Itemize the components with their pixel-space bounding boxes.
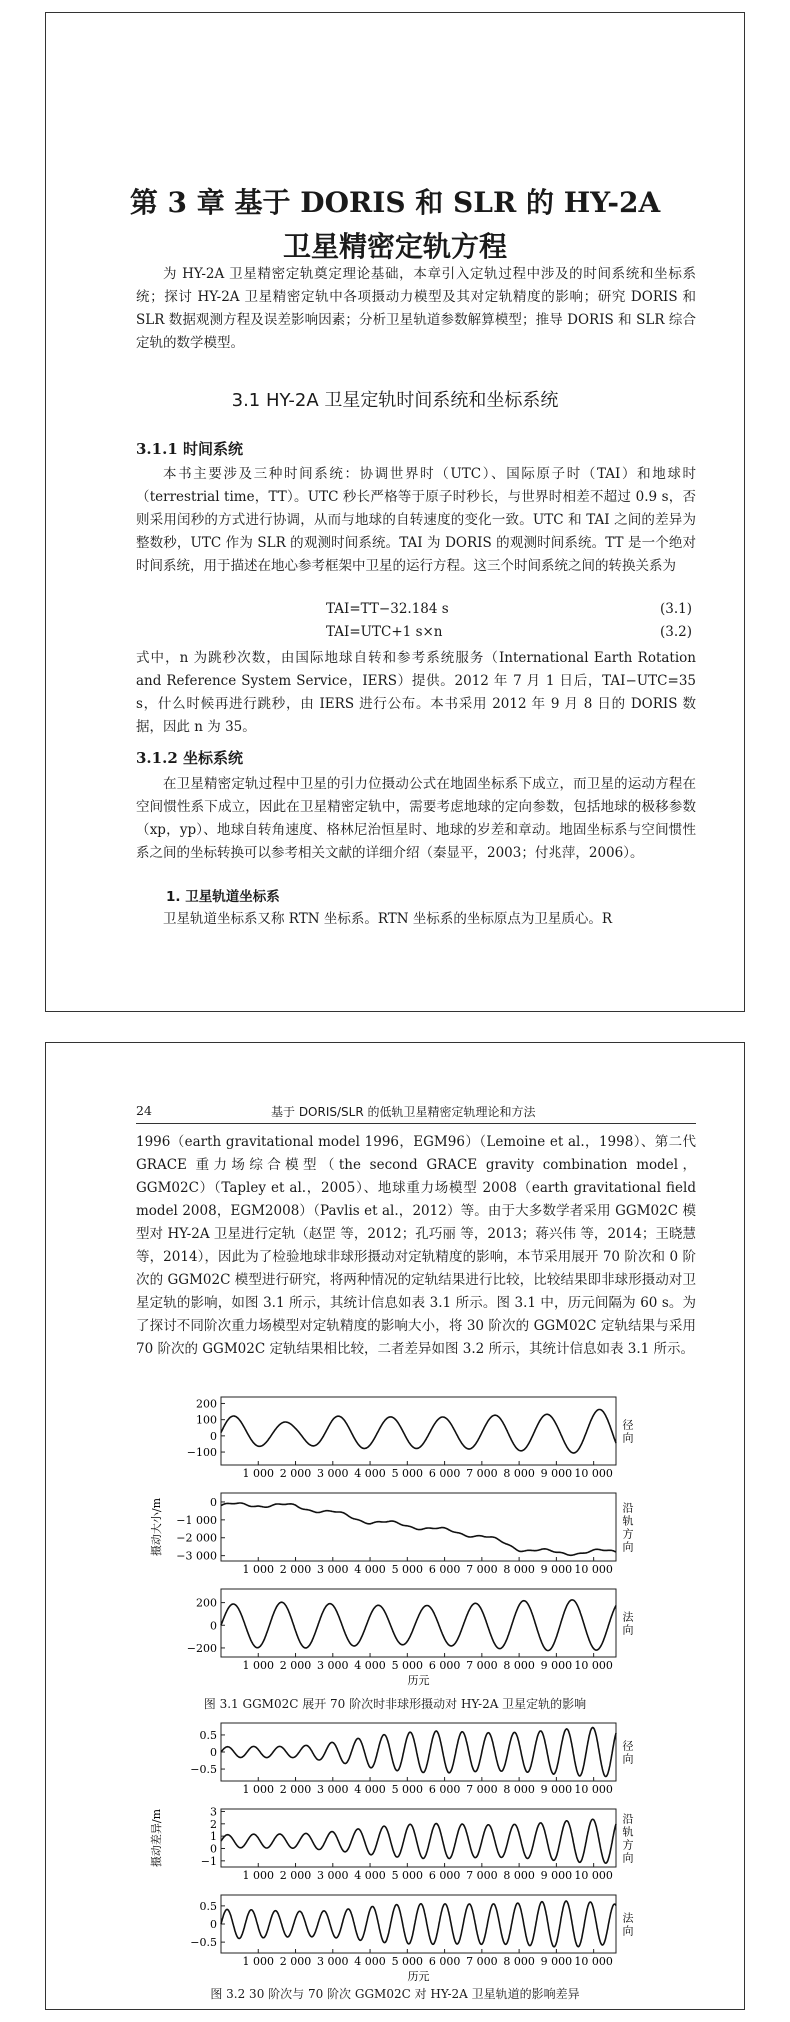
fig2-panel-2-ytick-label: −1 xyxy=(200,1854,217,1868)
fig1-panel-1-label-char: 径 xyxy=(622,1418,634,1432)
fig2-panel-3-xtick-label: 1 000 xyxy=(242,1955,275,1968)
page-1 xyxy=(45,12,745,1012)
fig1-panel-1-xtick-label: 8 000 xyxy=(503,1467,535,1480)
figure-3-1-chart xyxy=(146,1389,686,1694)
fig1-series-2 xyxy=(221,1503,616,1555)
fig1-panel-3-xtick-label: 10 000 xyxy=(574,1659,613,1672)
fig1-panel-1-xtick-label: 10 000 xyxy=(574,1467,613,1480)
fig1-panel-2-frame xyxy=(221,1493,616,1561)
fig1-panel-3-xtick-label: 6 000 xyxy=(428,1659,461,1672)
fig1-panel-2-xtick-label: 10 000 xyxy=(574,1563,613,1576)
fig1-panel-1-ytick-label: 200 xyxy=(196,1397,217,1411)
page-2 xyxy=(45,1042,745,2010)
fig2-panel-2-label-char: 轨 xyxy=(622,1825,634,1839)
fig1-panel-1 xyxy=(187,1397,634,1480)
fig2-panel-2-xtick-label: 7 000 xyxy=(466,1869,498,1882)
fig2-panel-3-xtick-label: 7 000 xyxy=(466,1955,498,1968)
fig1-panel-3-xtick-label: 8 000 xyxy=(503,1659,535,1672)
fig1-panel-1-xtick-label: 1 000 xyxy=(242,1467,275,1480)
fig1-panel-2-xtick-label: 3 000 xyxy=(317,1563,349,1576)
fig1-panel-1-xtick-label: 2 000 xyxy=(279,1467,312,1480)
fig1-panel-2-label-char: 沿 xyxy=(622,1501,634,1515)
orbit-coordinate-paragraph: 卫星轨道坐标系又称 RTN 坐标系。RTN 坐标系的坐标原点为卫星质心。R xyxy=(163,911,613,927)
fig2-panel-3 xyxy=(190,1895,634,1968)
fig2-series-2 xyxy=(221,1819,616,1863)
fig1-series-1 xyxy=(221,1410,616,1454)
fig1-panel-3-ytick-label: 200 xyxy=(196,1596,217,1610)
fig1-panel-3-ytick-label: 0 xyxy=(210,1619,217,1633)
fig2-panel-1-ytick-label: 0.5 xyxy=(199,1728,217,1742)
fig1-panel-2-ytick-label: −1 000 xyxy=(176,1513,217,1527)
fig2-panel-2 xyxy=(201,1805,634,1882)
fig1-series-3 xyxy=(221,1600,616,1651)
fig2-panel-1-ytick-label: −0.5 xyxy=(190,1763,217,1777)
fig2-panel-1-label-char: 径 xyxy=(622,1739,634,1753)
fig1-panel-2-xtick-label: 1 000 xyxy=(242,1563,275,1576)
fig1-panel-3-xtick-label: 9 000 xyxy=(540,1659,573,1672)
fig2-panel-1-xtick-label: 6 000 xyxy=(428,1783,461,1796)
fig1-panel-3 xyxy=(187,1589,635,1672)
fig2-panel-3-ytick-label: 0.5 xyxy=(199,1899,217,1913)
fig1-panel-1-xtick-label: 6 000 xyxy=(428,1467,461,1480)
fig2-panel-2-ytick-label: 2 xyxy=(210,1817,217,1831)
fig2-panel-3-xtick-label: 8 000 xyxy=(503,1955,535,1968)
fig1-panel-1-xtick-label: 9 000 xyxy=(540,1467,573,1480)
fig1-panel-2-xtick-label: 6 000 xyxy=(428,1563,461,1576)
fig1-panel-1-xtick-label: 3 000 xyxy=(317,1467,349,1480)
fig2-panel-3-xtick-label: 5 000 xyxy=(391,1955,424,1968)
fig2-panel-2-xtick-label: 4 000 xyxy=(354,1869,386,1882)
fig2-panel-2-xtick-label: 2 000 xyxy=(279,1869,312,1882)
fig2-panel-2-xtick-label: 9 000 xyxy=(540,1869,573,1882)
fig2-panel-1-xtick-label: 9 000 xyxy=(540,1783,573,1796)
running-head-title: 基于 DORIS/SLR 的低轨卫星精密定轨理论和方法 xyxy=(271,1105,536,1119)
fig1-panel-1-ytick-label: 0 xyxy=(210,1429,217,1443)
fig2-panel-2-xtick-label: 8 000 xyxy=(503,1869,535,1882)
fig1-panel-2-xtick-label: 2 000 xyxy=(279,1563,312,1576)
fig2-panel-2-label-char: 向 xyxy=(622,1851,634,1865)
figure-3-1-caption: 图 3.1 GGM02C 展开 70 阶次时非球形摄动对 HY-2A 卫星定轨的影响 xyxy=(203,1697,587,1711)
fig1-panel-3-xtick-label: 7 000 xyxy=(466,1659,498,1672)
fig1-panel-2-label-char: 轨 xyxy=(622,1514,634,1528)
fig1-panel-1-xtick-label: 5 000 xyxy=(391,1467,424,1480)
fig2-panel-2-ytick-label: 0 xyxy=(210,1842,217,1856)
chapter-title xyxy=(46,181,744,269)
fig1-panel-1-xtick-label: 7 000 xyxy=(466,1467,498,1480)
fig1-panel-3-frame xyxy=(221,1589,616,1657)
fig1-panel-3-xtick-label: 4 000 xyxy=(354,1659,386,1672)
fig1-panel-1-ytick-label: 100 xyxy=(196,1413,217,1427)
running-header xyxy=(136,1101,696,1124)
fig2-panel-1-xtick-label: 5 000 xyxy=(391,1783,424,1796)
fig1-panel-2 xyxy=(176,1493,633,1576)
fig2-series-1 xyxy=(221,1728,616,1777)
fig1-panel-2-xtick-label: 8 000 xyxy=(503,1563,535,1576)
fig1-panel-1-frame xyxy=(221,1397,616,1465)
fig2-panel-3-label-char: 向 xyxy=(622,1924,634,1938)
fig2-xlabel: 历元 xyxy=(407,1970,430,1983)
fig2-panel-1-ytick-label: 0 xyxy=(210,1746,217,1759)
fig2-panel-2-label-char: 方 xyxy=(622,1838,634,1852)
fig2-panel-3-xtick-label: 3 000 xyxy=(317,1955,349,1968)
fig1-panel-2-ytick-label: 0 xyxy=(210,1495,217,1509)
fig1-panel-2-xtick-label: 9 000 xyxy=(540,1563,573,1576)
fig1-panel-1-ytick-label: −100 xyxy=(186,1446,217,1460)
fig1-panel-3-ytick-label: −200 xyxy=(186,1641,217,1655)
fig2-panel-3-xtick-label: 4 000 xyxy=(354,1955,386,1968)
item-title-orbit-coordinate: 1. 卫星轨道坐标系 xyxy=(166,889,280,905)
page-number: 24 xyxy=(136,1103,152,1118)
equation-3-1-number: (3.1) xyxy=(659,601,692,617)
fig1-panel-1-xtick-label: 4 000 xyxy=(354,1467,386,1480)
equation-3-1-expr: TAI=TT−32.184 s xyxy=(326,601,449,617)
fig1-ylabel: 摄动大小/m xyxy=(150,1497,163,1557)
fig1-panel-3-xtick-label: 2 000 xyxy=(279,1659,312,1672)
fig2-panel-2-xtick-label: 5 000 xyxy=(391,1869,424,1882)
fig2-panel-2-xtick-label: 3 000 xyxy=(317,1869,349,1882)
fig1-panel-2-xtick-label: 7 000 xyxy=(466,1563,498,1576)
fig2-panel-2-label-char: 沿 xyxy=(622,1812,634,1826)
figure-3-2-chart xyxy=(146,1715,686,1983)
fig2-panel-2-xtick-label: 6 000 xyxy=(428,1869,461,1882)
fig1-panel-3-xtick-label: 5 000 xyxy=(391,1659,424,1672)
fig2-panel-1-xtick-label: 2 000 xyxy=(279,1783,312,1796)
fig2-ylabel: 摄动差异/m xyxy=(150,1808,163,1868)
time-system-paragraph: 本书主要涉及三种时间系统：协调世界时（UTC）、国际原子时（TAI）和地球时（terrestrial time，TT）。UTC 秒长严格等于原子时秒长，与世界时相差不超过 0.9 s，否则采用闰秒的方式进行协调，从而与地球的自转速度的变化一致。UTC 和 TAI 之间的差异为整数秒，UTC 作为 SLR 的观测时间系统。TAI 为 DORIS 的观测时间系统。TT 是一个绝对时间系统，用于描述在地心参考框架中卫星的运行方程。这三个时间系统之间的转换关系为 xyxy=(136,466,696,574)
fig1-panel-2-xtick-label: 4 000 xyxy=(354,1563,386,1576)
fig2-panel-1 xyxy=(190,1723,633,1796)
fig1-panel-3-label-char: 法 xyxy=(622,1610,634,1624)
fig2-panel-3-xtick-label: 9 000 xyxy=(540,1955,573,1968)
gravity-model-paragraph: 1996（earth gravitational model 1996，EGM96）（Lemoine et al.，1998）、第二代 GRACE 重力场综合模型（the second GRACE gravity combination model，GGM02C）（Tapley et al.，2005）、地球重力场模型 2008（earth gravitational field model 2008，EGM2008）（Pavlis et al.，2012）等。由于大多数学者采用 GGM02C 模型对 HY-2A 卫星进行定轨（赵罡 等，2012；孔巧丽 等，2013；蒋兴伟 等，2014；王晓慧 等，2014），因此为了检验地球非球形摄动对定轨精度的影响，本节采用展开 70 阶次和 0 阶次的 GGM02C 模型进行研究，将两种情况的定轨结果进行比较，比较结果即非球形摄动对卫星定轨的影响，如图 3.1 所示，其统计信息如表 3.1 所示。图 3.1 中，历元间隔为 60 s。为了探讨不同阶次重力场模型对定轨精度的影响大小，将 30 阶次的 GGM02C 定轨结果与采用 70 阶次的 GGM02C 定轨结果相比较，二者差异如图 3.2 所示，其统计信息如表 3.1 所示。 xyxy=(136,1134,696,1357)
fig2-panel-3-xtick-label: 2 000 xyxy=(279,1955,312,1968)
fig2-panel-1-xtick-label: 1 000 xyxy=(242,1783,275,1796)
equation-explanation-paragraph: 式中，n 为跳秒次数，由国际地球自转和参考系统服务（International Earth Rotation and Reference System Service，IERS）提供。2012 年 7 月 1 日后，TAI−UTC=35 s，什么时候再进行跳秒，由 IERS 进行公布。本书采用 2012 年 9 月 8 日的 DORIS 数据，因此 n 为 35。 xyxy=(136,650,696,735)
figure-3-2-caption: 图 3.2 30 阶次与 70 阶次 GGM02C 对 HY-2A 卫星轨道的影响差异 xyxy=(210,1987,580,2001)
chapter-title-line-1: 第 3 章 基于 DORIS 和 SLR 的 HY-2A xyxy=(129,186,661,219)
fig1-panel-2-label-char: 向 xyxy=(622,1540,634,1554)
fig1-xlabel: 历元 xyxy=(407,1674,430,1687)
fig2-panel-3-label-char: 法 xyxy=(622,1911,634,1925)
fig1-panel-2-xtick-label: 5 000 xyxy=(391,1563,424,1576)
fig2-panel-2-xtick-label: 10 000 xyxy=(574,1869,613,1882)
fig1-panel-3-xtick-label: 3 000 xyxy=(317,1659,349,1672)
fig2-panel-3-frame xyxy=(221,1895,616,1953)
equation-3-2-expr: TAI=UTC+1 s×n xyxy=(326,624,443,640)
fig2-panel-3-ytick-label: 0 xyxy=(210,1918,217,1931)
fig2-panel-1-label-char: 向 xyxy=(622,1752,634,1766)
equation-3-2-number: (3.2) xyxy=(659,624,692,640)
fig2-panel-1-xtick-label: 8 000 xyxy=(503,1783,535,1796)
fig2-panel-1-frame xyxy=(221,1723,616,1781)
subsection-title-coordinate-system: 3.1.2 坐标系统 xyxy=(136,749,243,767)
fig2-panel-1-xtick-label: 3 000 xyxy=(317,1783,349,1796)
fig2-panel-1-xtick-label: 4 000 xyxy=(354,1783,386,1796)
chapter-title-line-2: 卫星精密定轨方程 xyxy=(282,230,507,263)
coordinate-system-paragraph: 在卫星精密定轨过程中卫星的引力位摄动公式在地固坐标系下成立，而卫星的运动方程在空间惯性系下成立，因此在卫星精密定轨中，需要考虑地球的定向参数，包括地球的极移参数（xp，yp）、地球自转角速度、格林尼治恒星时、地球的岁差和章动。地固坐标系与空间惯性系之间的坐标转换可以参考相关文献的详细介绍（秦显平，2003；付兆萍，2006）。 xyxy=(136,776,696,861)
fig2-panel-3-xtick-label: 10 000 xyxy=(574,1955,613,1968)
fig1-panel-3-xtick-label: 1 000 xyxy=(242,1659,275,1672)
fig2-panel-1-xtick-label: 7 000 xyxy=(466,1783,498,1796)
intro-paragraph: 为 HY-2A 卫星精密定轨奠定理论基础，本章引入定轨过程中涉及的时间系统和坐标系统；探讨 HY-2A 卫星精密定轨中各项摄动力模型及其对定轨精度的影响；研究 DORIS 和 SLR 数据观测方程及误差影响因素；分析卫星轨道参数解算模型；推导 DORIS 和 SLR 综合定轨的数学模型。 xyxy=(136,266,696,351)
fig2-panel-1-xtick-label: 10 000 xyxy=(574,1783,613,1796)
fig2-panel-2-frame xyxy=(221,1809,616,1867)
fig2-panel-3-xtick-label: 6 000 xyxy=(428,1955,461,1968)
fig2-panel-2-ytick-label: 3 xyxy=(210,1805,217,1819)
fig1-panel-2-ytick-label: −2 000 xyxy=(176,1531,217,1545)
fig2-series-3 xyxy=(221,1901,616,1947)
fig2-panel-2-ytick-label: 1 xyxy=(210,1830,217,1844)
fig1-panel-2-ytick-label: −3 000 xyxy=(176,1549,217,1563)
fig1-panel-2-label-char: 方 xyxy=(622,1527,634,1541)
fig2-panel-3-ytick-label: −0.5 xyxy=(190,1936,217,1950)
fig1-panel-3-label-char: 向 xyxy=(622,1623,634,1637)
fig1-panel-1-label-char: 向 xyxy=(622,1431,634,1445)
section-title: 3.1 HY-2A 卫星定轨时间系统和坐标系统 xyxy=(231,390,559,411)
subsection-title-time-system: 3.1.1 时间系统 xyxy=(136,440,243,458)
fig2-panel-2-xtick-label: 1 000 xyxy=(242,1869,275,1882)
